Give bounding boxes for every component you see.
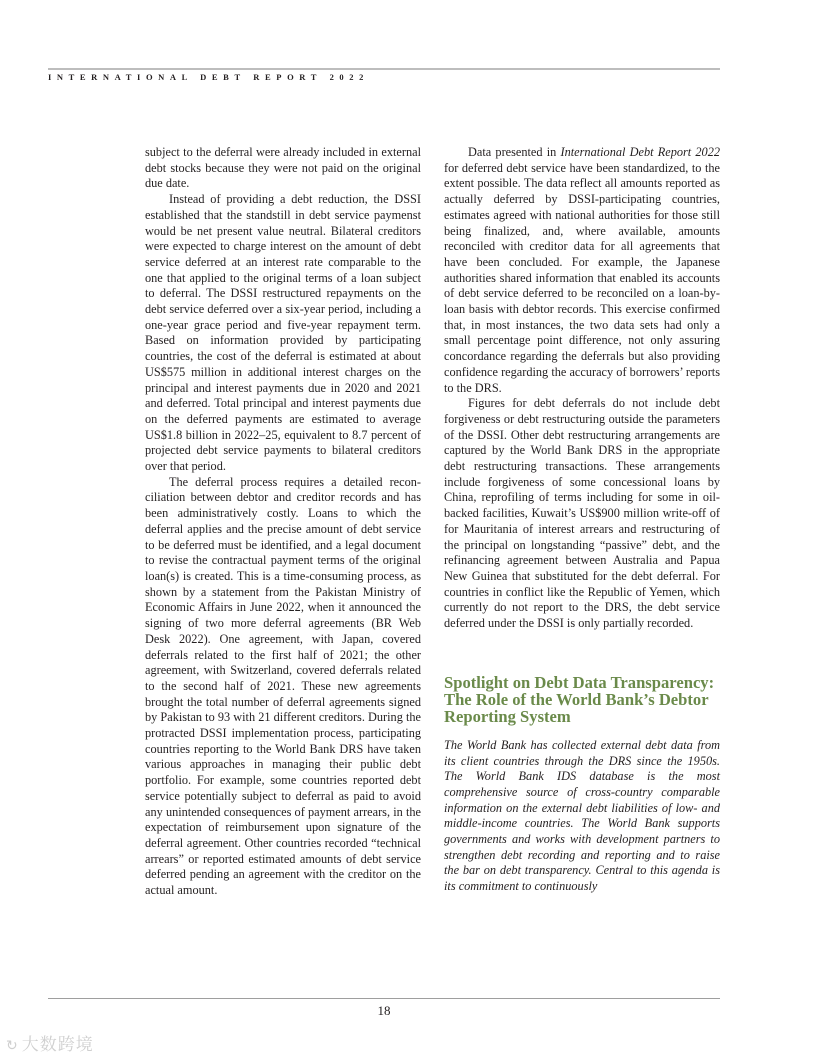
- body-paragraph: [444, 145, 720, 396]
- spotlight-intro: The World Bank has collected external debt data from its client countries through the DRS since the 1950s. The World Bank IDS database is the most comprehensive source of cross-country comparable information on the external debt liabilities of low- and middle-income countries. The World Bank supports governments and works with development partners to strengthen debt recording and reporting and to raise the bar on debt transparency. Central to this agenda is its commitment to continuously: [444, 737, 720, 894]
- watermark-text: 大数跨境: [21, 1035, 94, 1055]
- page-number: 18: [377, 1003, 391, 1018]
- running-head: INTERNATIONAL DEBT REPORT 2022: [48, 72, 369, 82]
- report-title-italic: International Debt Report 2022: [560, 145, 720, 159]
- left-column: [145, 145, 421, 899]
- right-column: [444, 145, 720, 895]
- paragraph-rest: for deferred debt service have been standardized, to the extent possible. The data reflect all amounts reported as actually deferred by DSSI-participating countries, estimates agreed with national authorities for those still being finalized, and, where available, amounts reconciled with creditor data for all agreements that have been concluded. For example, the Japanese authorities shared information that enabled its accounts of debt service deferred to be reconciled on a loan-by-loan basis with debtor records. This exercise confirmed that, in most instances, the two data sets had only a small percentage point difference, not only assuring concordance regarding the deferrals but also providing confidence regarding the accuracy of borrowers’ reports to the DRS.: [444, 160, 720, 395]
- body-paragraph: Figures for debt deferrals do not include debt forgiveness or debt restructuring outside the parameters of the DSSI. Other debt restructuring arrangements are captured by the World Bank DRS in the appropriate debt restructuring transactions. These arrangements include forgiveness of some concessional loans by China, reprofiling of terms including for some in oil-backed facilities, Kuwait’s US$900 million write-off of for Mauritania of interest arrears and restructuring of the principal on longstanding “passive” debt, and the refinancing agreement between Australia and Papua New Guinea that substituted for the debt deferral. For countries in conflict like the Republic of Yemen, which currently do not report to the DRS, the debt service deferred under the DSSI is only partially recorded.: [444, 396, 720, 631]
- body-paragraph: Instead of providing a debt reduction, the DSSI established that the standstill in debt service paymenst would be net present value neutral. Bilateral creditors were expected to charge interest on the amount of debt service deferred at an interest rate comparable to the one that applied to the original terms of a loan subject to deferral. The DSSI restructured repayments on the debt service deferred over a six-year period, including a one-year grace period and five-year repayment term. Based on information provided by participating countries, the cost of the deferral is estimated at about US$575 million in additional interest charges on the principal and interest payments due in 2020 and 2021 and deferred. Total principal and interest payments due on the deferred payments are estimated to average US$1.8 billion in 2022–25, equivalent to 8.7 percent of projected debt service payments to bilateral creditors over that period.: [145, 192, 421, 474]
- watermark: [6, 1030, 94, 1055]
- watermark-logo-icon: ↻: [6, 1038, 19, 1054]
- paragraph-lead: Data presented in: [468, 145, 561, 159]
- spotlight-heading: Spotlight on Debt Data Transparency: The Role of the World Bank’s Debtor Reporting System: [444, 672, 715, 726]
- footer-rule: [48, 998, 720, 999]
- header-rule: [48, 68, 720, 70]
- body-paragraph: subject to the deferral were already included in external debt stocks because they were not paid on the original due date.: [145, 145, 421, 191]
- body-paragraph: The deferral process requires a detailed reconciliation between debtor and creditor records and has been administratively costly. Loans to which the deferral applies and the precise amount of debt service to be deferred must be identified, and a legal document to revise the contractual payment terms of the original loan(s) is created. This is a time-consuming process, as shown by a statement from the Pakistan Ministry of Economic Affairs in June 2022, when it announced the signing of two more deferral agreements (BR Web Desk 2022). One agreement, with Japan, covered deferrals related to the first half of 2021; the other agreement, with Switzerland, covered deferrals related to the second half of 2021. These new agreements brought the total number of deferral agreements signed by Pakistan to 93 with 21 different creditors. During the protracted DSSI implementation process, participating countries reporting to the World Bank DRS have taken various approaches in managing their public debt portfolio. For example, some countries reported debt service potentially subject to deferral as paid to avoid any unintended consequences of payment arrears, in the expectation of reimbursement upon signature of the deferral agreement. Other countries recorded “technical arrears” or reported estimated amounts of debt service deferred pending an agreement with the creditor on the actual amount.: [145, 474, 421, 898]
